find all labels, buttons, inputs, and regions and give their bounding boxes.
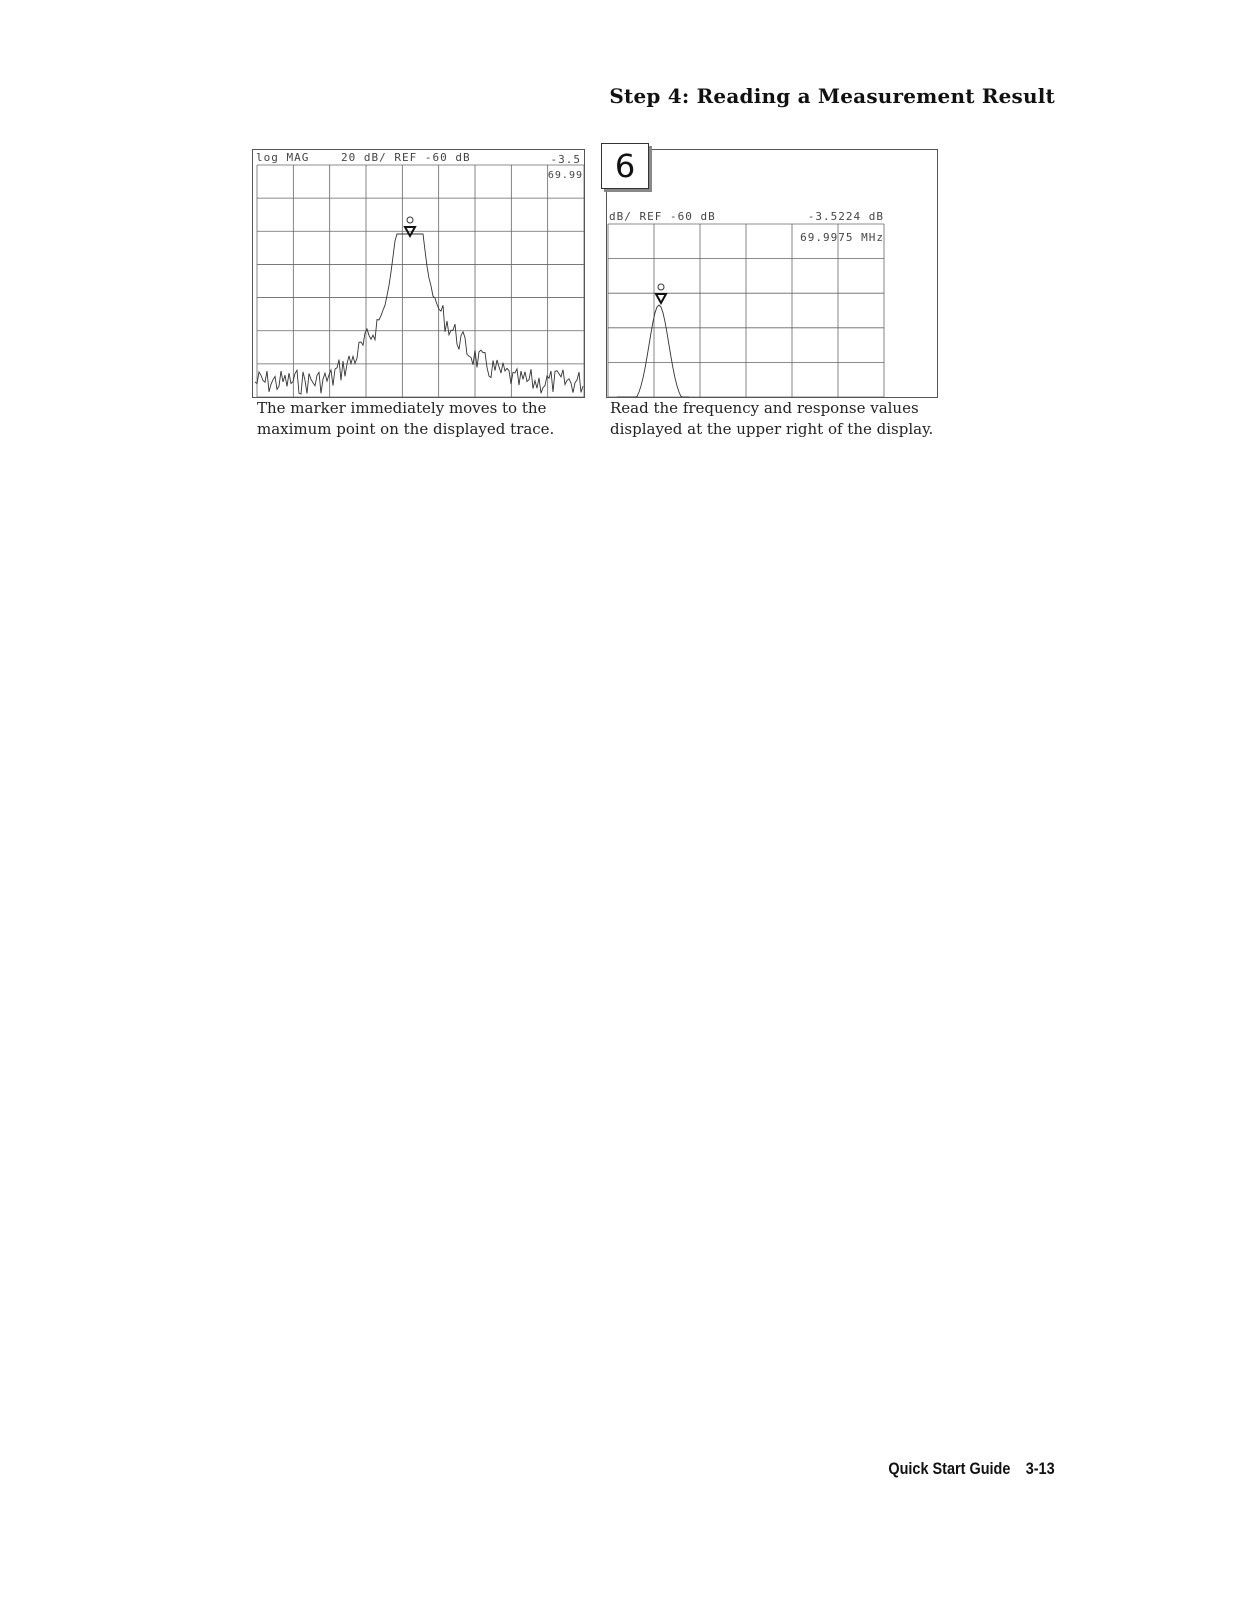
footer-title: Quick Start Guide (888, 1459, 1011, 1478)
left-readout-freq: 69.99 (547, 170, 583, 181)
right-readout-value: -3.5224 dB (807, 210, 884, 223)
left-scale-label: 20 dB/ REF -60 dB (341, 151, 471, 164)
right-trace (617, 305, 689, 397)
right-caption-line-1: Read the frequency and response values (610, 399, 919, 417)
step-number-badge: 6 (601, 143, 649, 189)
right-grid (608, 224, 884, 397)
page-heading: Step 4: Reading a Measurement Result (609, 84, 1055, 108)
left-grid (257, 165, 584, 397)
right-marker (656, 284, 666, 303)
right-caption-line-2: displayed at the upper right of the display. (610, 420, 934, 438)
left-caption-line-1: The marker immediately moves to the (257, 399, 547, 417)
left-analyzer-display (252, 149, 585, 398)
left-format-label: log MAG (256, 151, 310, 164)
right-caption (610, 398, 933, 440)
right-analyzer-display (606, 149, 938, 398)
right-trace-plot (607, 150, 937, 397)
left-caption-line-2: maximum point on the displayed trace. (257, 420, 555, 438)
footer-page-number: 3-13 (1026, 1459, 1055, 1478)
left-trace-plot (253, 150, 584, 397)
page-footer (889, 1459, 1055, 1479)
right-scale-label: dB/ REF -60 dB (609, 210, 716, 223)
left-readout-value: -3.5 (550, 153, 581, 166)
left-caption (257, 398, 554, 440)
left-marker (405, 217, 415, 236)
left-trace (255, 234, 583, 394)
right-readout-freq: 69.9975 MHz (800, 231, 884, 244)
